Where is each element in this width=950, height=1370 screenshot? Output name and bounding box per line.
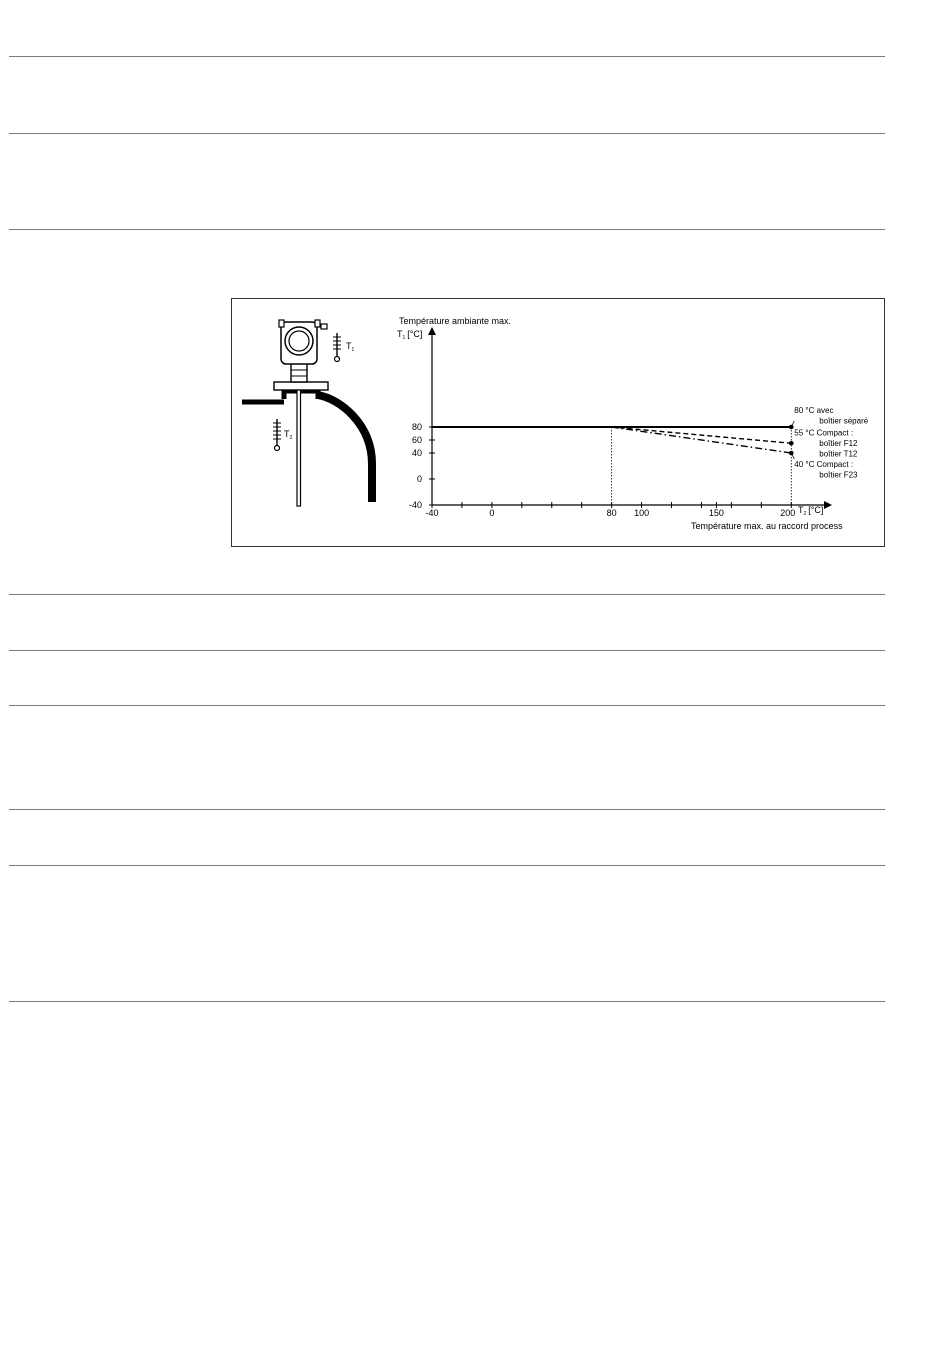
y-tick-label: 80 [411, 422, 422, 432]
series-line-dash-dot [612, 427, 792, 453]
annotation-text: 40 °C Compact : [794, 460, 854, 469]
probe-rod [297, 390, 301, 506]
x-axis-var-label: $T_2$ [°C] [798, 505, 824, 517]
section-divider [9, 56, 885, 57]
series-line-dashed [612, 427, 792, 443]
section-divider [9, 133, 885, 134]
annotation-text: 55 °C Compact : [794, 428, 854, 438]
x-tick-label: 80 [606, 508, 617, 518]
annotation-text: 80 °C avec [794, 406, 834, 415]
annotation-text: boîtier T12 [819, 449, 858, 459]
annotation-text: boîtier F23 [819, 470, 858, 480]
x-axis-label: Température max. au raccord process [691, 521, 843, 531]
section-divider [9, 650, 885, 651]
thermometer-t2-icon [273, 419, 281, 451]
annotation-text: boîtier F12 [819, 438, 858, 448]
t1-label: $T_1$ [346, 341, 355, 353]
section-divider [9, 809, 885, 810]
y-tick-label: -40 [408, 500, 422, 510]
thermometer-t1-icon [333, 333, 341, 362]
y-tick-label: 60 [411, 435, 422, 445]
annotation-point [789, 441, 794, 446]
x-tick-label: 0 [489, 508, 495, 518]
t2-label: $T_2$ [284, 429, 293, 441]
x-tick-label: 150 [708, 508, 724, 518]
chart-title: Température ambiante max. [399, 316, 512, 326]
derating-chart [397, 316, 869, 531]
installation-illustration [242, 320, 372, 506]
section-divider [9, 865, 885, 866]
figure-canvas [232, 299, 886, 548]
annotation-text: boîtier séparé [819, 416, 869, 426]
temperature-derating-figure [231, 298, 885, 547]
tank-wall-right [318, 395, 372, 502]
x-tick-label: -40 [425, 508, 439, 518]
x-axis-arrow [824, 501, 832, 509]
section-divider [9, 594, 885, 595]
section-divider [9, 1001, 885, 1002]
housing-neck [291, 363, 307, 382]
y-axis-label: $T_1$ [°C] [397, 329, 423, 341]
y-tick-label: 40 [411, 448, 422, 458]
section-divider [9, 705, 885, 706]
y-tick-label: 0 [416, 474, 422, 484]
section-divider [9, 229, 885, 230]
flange [274, 382, 328, 390]
x-tick-label: 200 [780, 508, 796, 518]
y-axis-arrow [428, 327, 436, 335]
x-tick-label: 100 [634, 508, 650, 518]
